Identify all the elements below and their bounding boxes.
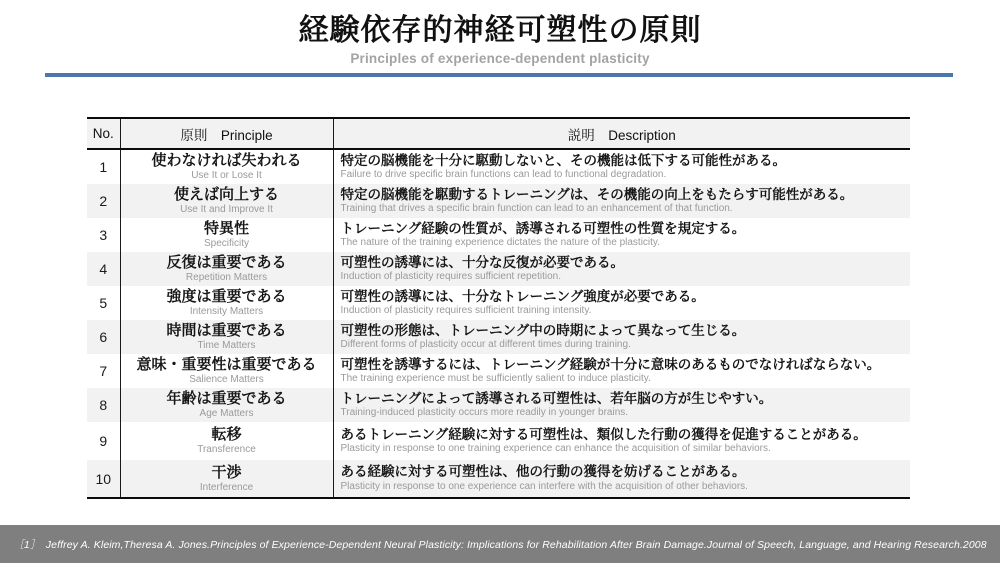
principle-en: Interference <box>199 481 254 493</box>
table-row <box>87 388 910 422</box>
principle-en: Transference <box>197 444 256 455</box>
principles-table <box>87 117 910 499</box>
principle-en: Use It or Lose It <box>191 170 262 181</box>
principle-ja: 時間は重要である <box>166 322 287 339</box>
description-cell <box>333 184 910 218</box>
principle-cell <box>120 286 333 320</box>
description-en: Different forms of plasticity occur at different times during training. <box>340 339 631 351</box>
table-row <box>87 460 910 498</box>
table-row <box>87 252 910 286</box>
row-number: 3 <box>87 218 120 252</box>
citation-bar <box>0 525 1000 563</box>
table-row <box>87 354 910 388</box>
row-number: 7 <box>87 354 120 388</box>
description-ja: 可塑性を誘導するには、トレーニング経験が十分に意味のあるものでなければならない。 <box>340 356 881 372</box>
table-row <box>87 184 910 218</box>
description-ja: ある経験に対する可塑性は、他の行動の獲得を妨げることがある。 <box>340 464 746 480</box>
principle-ja: 特異性 <box>203 220 249 237</box>
page-subtitle: Principles of experience-dependent plasticity <box>350 50 650 66</box>
description-cell <box>333 320 910 354</box>
principle-cell <box>120 149 333 184</box>
description-ja: トレーニングによって誘導される可塑性は、若年脳の方が生じやすい。 <box>340 390 773 406</box>
principle-en: Repetition Matters <box>185 272 268 283</box>
row-number: 2 <box>87 184 120 218</box>
principle-ja: 使えば向上する <box>173 186 279 203</box>
description-cell <box>333 354 910 388</box>
principle-cell <box>120 252 333 286</box>
description-ja: 特定の脳機能を駆動するトレーニングは、その機能の向上をもたらす可能性がある。 <box>340 186 854 202</box>
title-divider <box>45 73 953 77</box>
table-row <box>87 286 910 320</box>
principle-en: Time Matters <box>197 340 256 351</box>
row-number: 8 <box>87 388 120 422</box>
row-number: 5 <box>87 286 120 320</box>
principle-en: Specificity <box>203 238 249 249</box>
description-ja: トレーニング経験の性質が、誘導される可塑性の性質を規定する。 <box>340 220 746 236</box>
header-principle: 原則 Principle <box>120 118 333 149</box>
row-number: 1 <box>87 149 120 184</box>
description-cell <box>333 218 910 252</box>
description-en: The training experience must be sufficiently salient to induce plasticity. <box>340 373 651 385</box>
page-title: 経験依存的神経可塑性の原則 <box>298 14 702 47</box>
principle-ja: 強度は重要である <box>166 288 287 305</box>
description-en: Plasticity in response to one experience can interfere with the acquisition of other behaviors. <box>340 480 748 492</box>
principle-cell <box>120 218 333 252</box>
principle-cell <box>120 320 333 354</box>
table-row <box>87 320 910 354</box>
principle-ja: 干渉 <box>211 463 242 481</box>
description-ja: 可塑性の誘導には、十分なトレーニング強度が必要である。 <box>340 288 705 304</box>
title-block <box>0 0 1000 77</box>
description-ja: 特定の脳機能を十分に駆動しないと、その機能は低下する可能性がある。 <box>340 152 786 168</box>
description-cell <box>333 252 910 286</box>
principle-en: Intensity Matters <box>189 306 264 317</box>
description-cell <box>333 286 910 320</box>
description-ja: あるトレーニング経験に対する可塑性は、類似した行動の獲得を促進することがある。 <box>340 426 867 442</box>
description-en: Induction of plasticity requires sufficient training intensity. <box>340 305 592 317</box>
principle-en: Use It and Improve It <box>180 204 273 215</box>
table-row <box>87 149 910 184</box>
principle-cell <box>120 388 333 422</box>
principle-en: Age Matters <box>199 408 254 419</box>
description-cell <box>333 149 910 184</box>
principle-ja: 意味・重要性は重要である <box>136 356 317 373</box>
principle-ja: 年齢は重要である <box>166 390 287 407</box>
description-en: Training that drives a specific brain function can lead to an enhancement of that function. <box>340 203 733 215</box>
description-en: The nature of the training experience dictates the nature of the plasticity. <box>340 237 660 249</box>
header-no: No. <box>87 118 120 149</box>
row-number: 4 <box>87 252 120 286</box>
principle-ja: 使わなければ失われる <box>151 152 302 169</box>
principle-cell <box>120 184 333 218</box>
description-cell <box>333 388 910 422</box>
description-cell <box>333 422 910 460</box>
description-cell <box>333 460 910 498</box>
principle-cell <box>120 460 333 498</box>
row-number: 10 <box>87 460 120 498</box>
principle-cell <box>120 354 333 388</box>
description-ja: 可塑性の形態は、トレーニング中の時期によって異なって生じる。 <box>340 322 746 338</box>
principle-en: Salience Matters <box>189 374 264 385</box>
principle-ja: 転移 <box>211 426 242 443</box>
description-en: Failure to drive specific brain functions can lead to functional degradation. <box>340 169 667 181</box>
table-row <box>87 422 910 460</box>
description-ja: 可塑性の誘導には、十分な反復が必要である。 <box>340 254 624 270</box>
header-description: 説明 Description <box>333 118 910 149</box>
description-en: Training-induced plasticity occurs more readily in younger brains. <box>340 407 629 419</box>
citation-text: ［1］ Jeffrey A. Kleim,Theresa A. Jones.Principles of Experience-Dependent Neural Plasticity: Implications for Rehabilitation After Brain Damage.Journal of Speech, Language, and Hearing Research.2008 <box>13 538 987 551</box>
principle-ja: 反復は重要である <box>166 254 287 271</box>
table-row <box>87 218 910 252</box>
description-en: Induction of plasticity requires sufficient repetition. <box>340 271 561 283</box>
row-number: 6 <box>87 320 120 354</box>
principle-cell <box>120 422 333 460</box>
table-header-row <box>87 118 910 149</box>
description-en: Plasticity in response to one training experience can enhance the acquisition of similar behaviors. <box>340 443 771 455</box>
row-number: 9 <box>87 422 120 460</box>
